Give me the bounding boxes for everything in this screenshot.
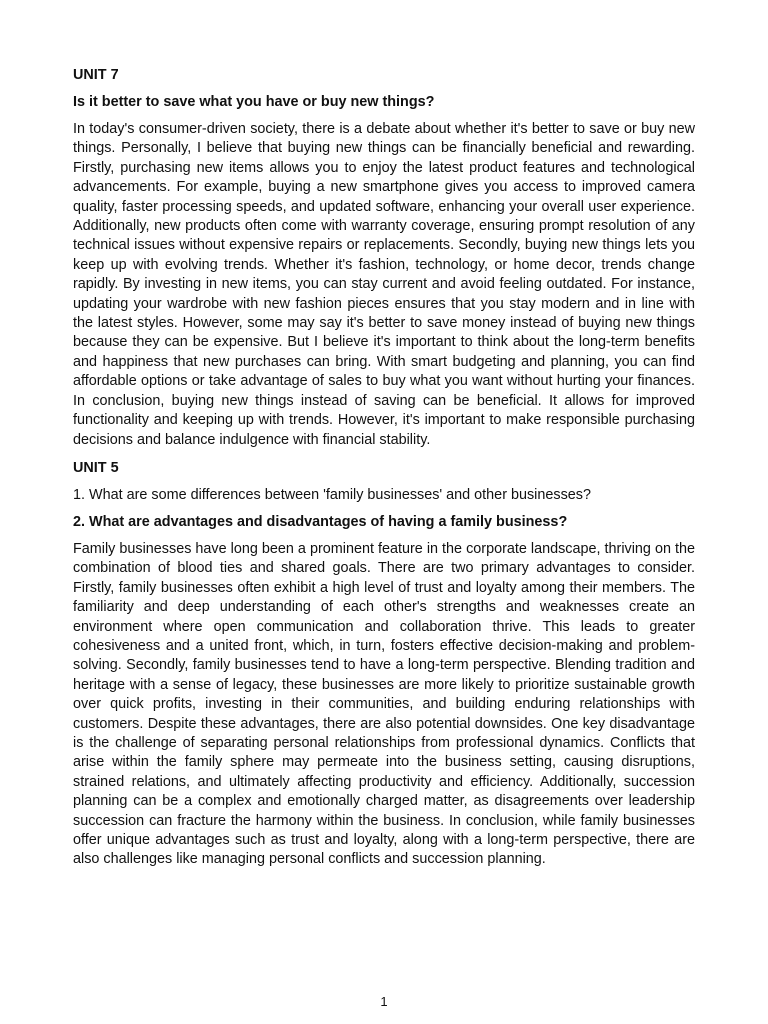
page-number: 1 xyxy=(380,994,388,1009)
unit-5-heading: UNIT 5 xyxy=(73,459,119,476)
unit-5-question-2: 2. What are advantages and disadvantages of having a family business? xyxy=(73,513,568,530)
unit-7-essay: In today's consumer-driven society, there is a debate about whether it's better to save or buy new things. Personally, I believe that buying new things can be financially beneficial and rewarding. Firstly, purchasing new items allows you to enjoy the latest product features and technological advancements. For example, buying a new smartphone gives you access to improved camera quality, faster processing speeds, and updated software, enhancing your overall user experience. Additionally, new products often come with warranty coverage, ensuring prompt resolution of any technical issues without expensive repairs or replacements. Secondly, buying new things lets you keep up with evolving trends. Whether it's fashion, technology, or home decor, trends change rapidly. By investing in new items, you can stay current and avoid feeling outdated. For instance, updating your wardrobe with new fashion pieces ensures that you stay modern and in line with the latest styles. However, some may say it's better to save money instead of buying new things because they can be expensive. But I believe it's important to think about the long-term benefits and happiness that new purchases can bring. With smart budgeting and planning, you can find affordable options or take advantage of sales to buy what you want without hurting your finances. In conclusion, buying new things instead of saving can be beneficial. It allows for improved functionality and keeping up with trends. However, it's important to make responsible purchasing decisions and balance indulgence with financial stability. xyxy=(73,121,695,448)
unit-5-essay: Family businesses have long been a prominent feature in the corporate landscape, thriving on the combination of blood ties and shared goals. There are two primary advantages to consider. Firstly, family businesses often exhibit a high level of trust and loyalty among their members. The familiarity and deep understanding of each other's strengths and weaknesses create an environment where open communication and collaboration thrive. This leads to greater cohesiveness and a united front, which, in turn, fosters effective decision-making and problem-solving. Secondly, family businesses tend to have a long-term perspective. Blending tradition and heritage with a sense of legacy, these businesses are more likely to prioritize sustainable growth over quick profits, investing in their communities, and building enduring relationships with customers. Despite these advantages, there are also potential downsides. One key disadvantage is the challenge of separating personal relationships from professional dynamics. Conflicts that arise within the family sphere may permeate into the business setting, causing disruptions, strained relations, and ultimately affecting productivity and efficiency. Additionally, succession planning can be a complex and emotionally charged matter, as disagreements over leadership succession can fracture the harmony within the business. In conclusion, while family businesses offer unique advantages such as trust and loyalty, along with a long-term perspective, there are also challenges like managing personal conflicts and succession planning. xyxy=(73,540,695,868)
unit-5-question-1: 1. What are some differences between 'family businesses' and other businesses? xyxy=(73,486,591,503)
unit-7-section xyxy=(73,66,695,450)
unit-7-question: Is it better to save what you have or buy new things? xyxy=(73,94,435,110)
unit-5-section xyxy=(73,459,695,870)
unit-7-heading: UNIT 7 xyxy=(73,67,119,83)
document-page xyxy=(73,66,695,879)
